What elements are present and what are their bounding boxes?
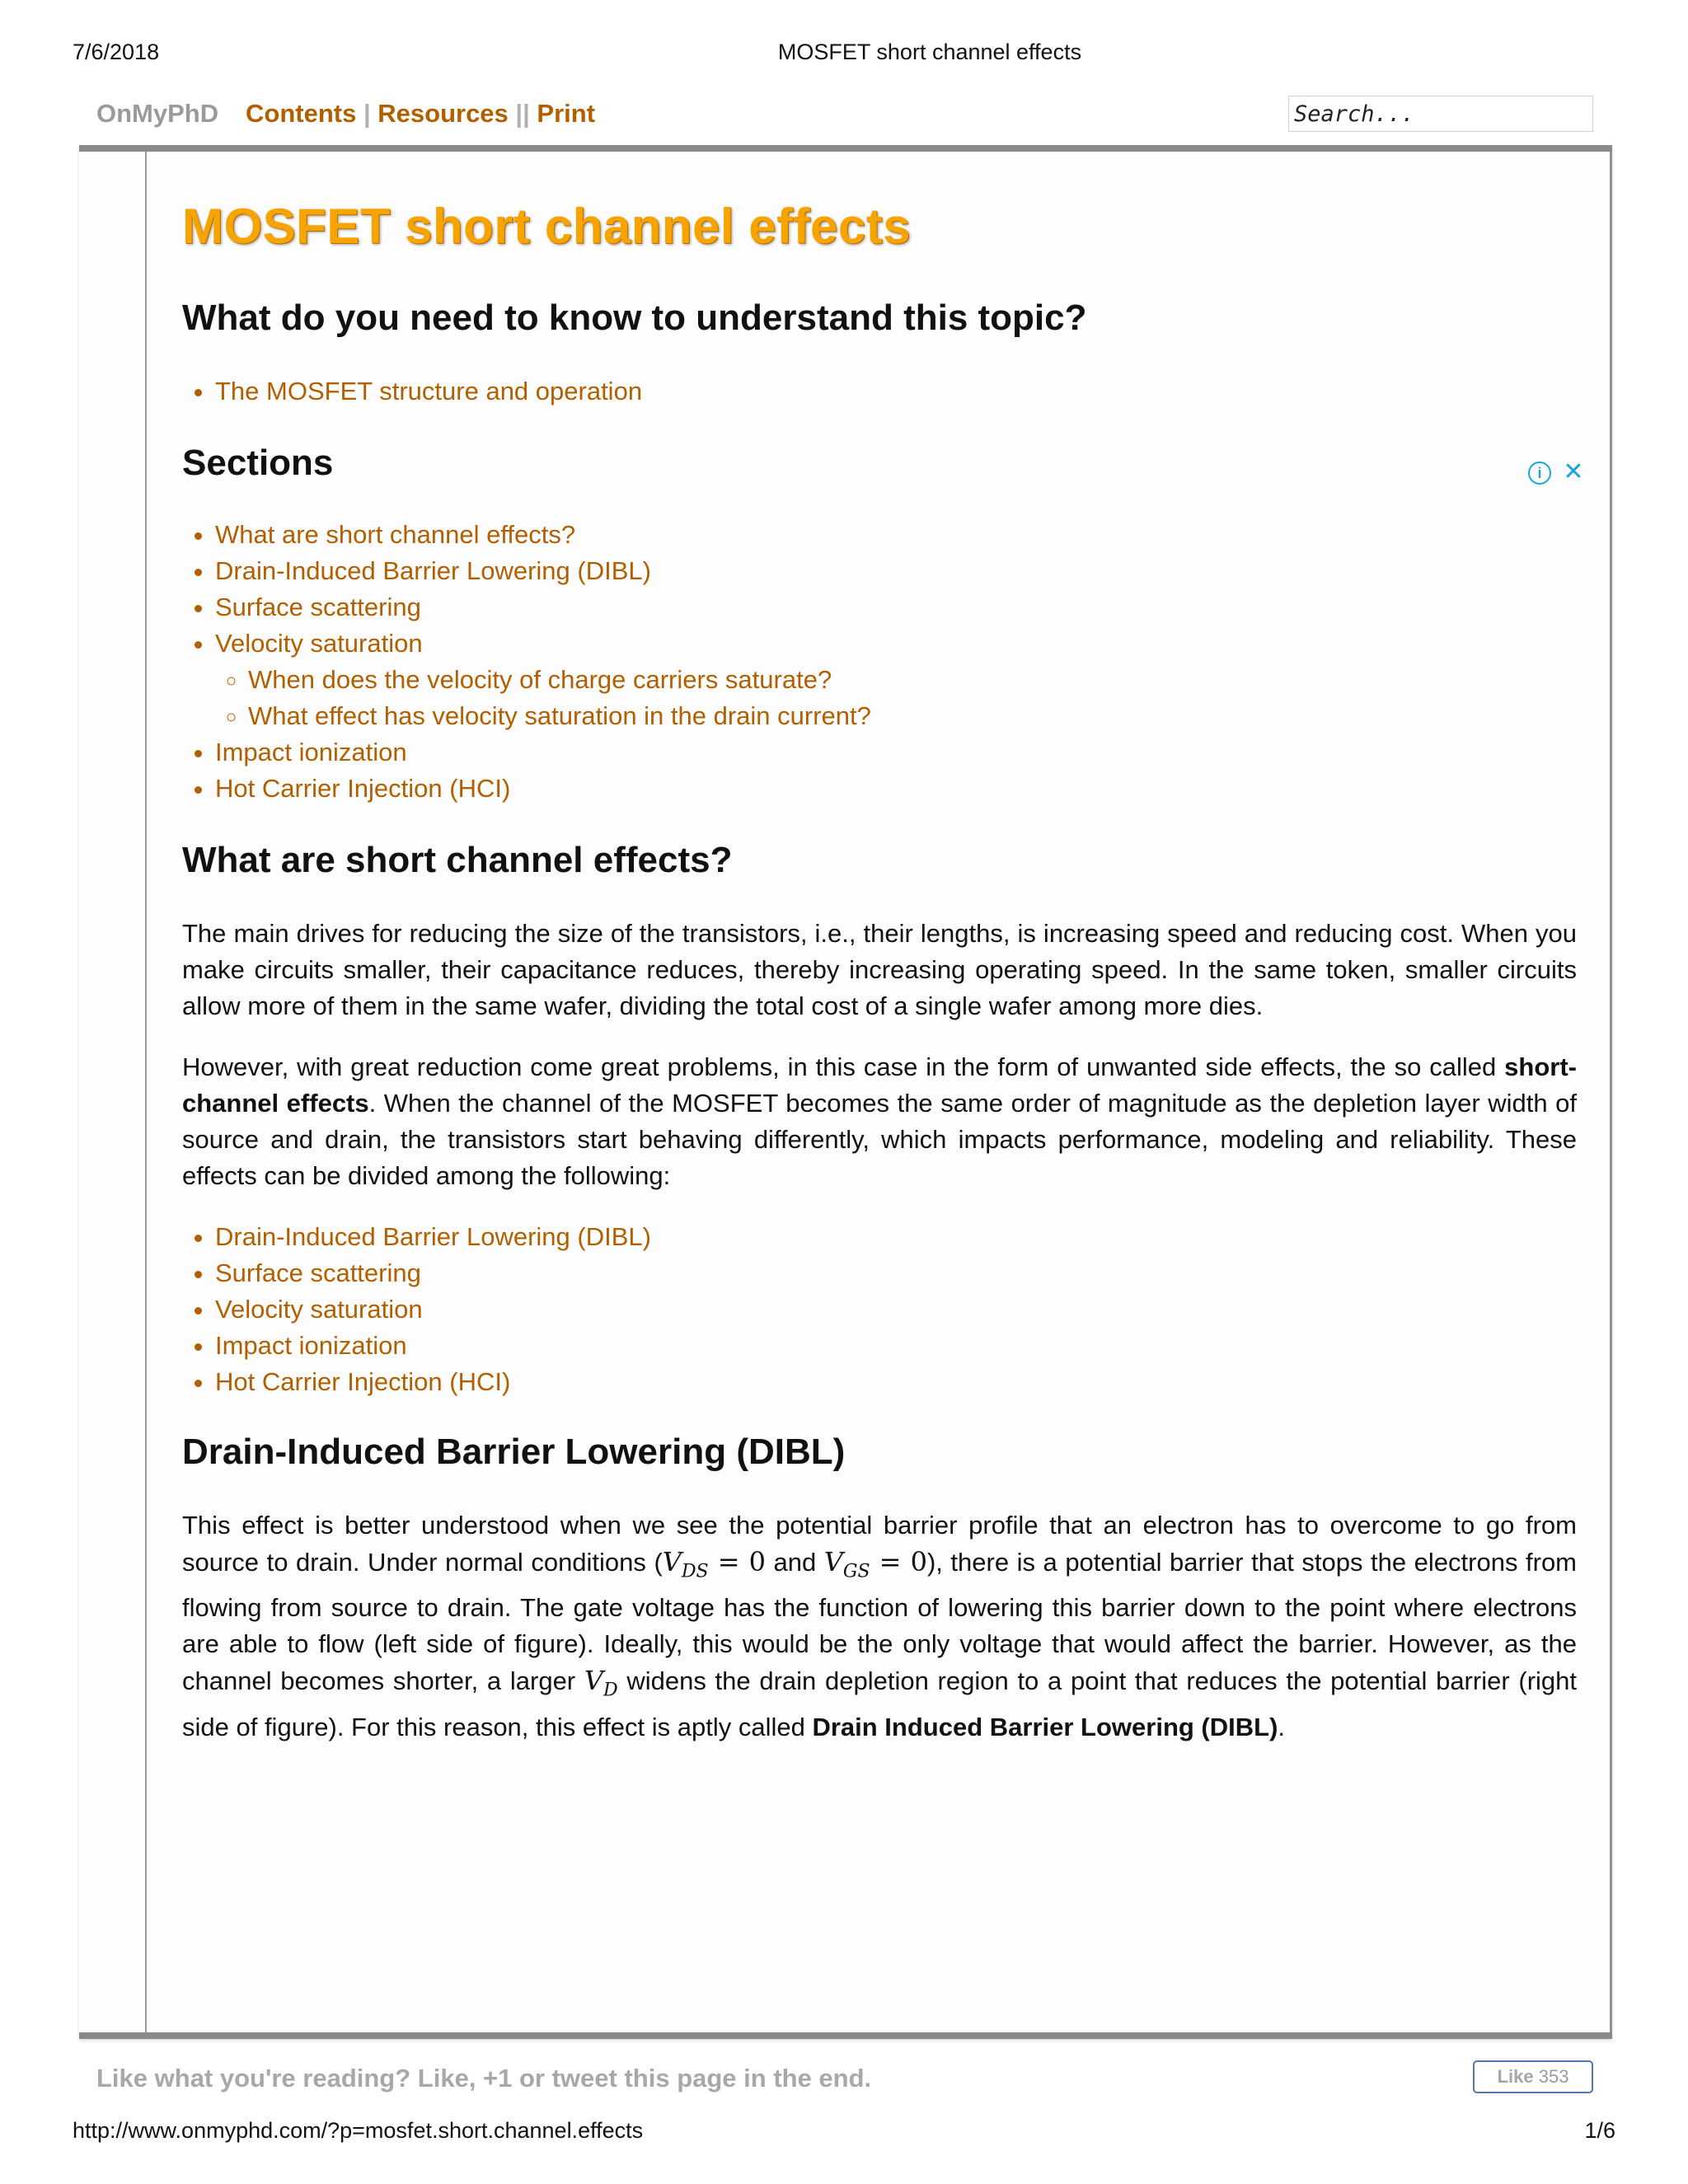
section-link-surface-scattering[interactable]: Surface scattering — [215, 593, 421, 621]
nav-links — [246, 99, 595, 129]
frame-left-rule — [145, 152, 147, 2032]
print-footer — [0, 2118, 1688, 2151]
list-item — [215, 1328, 1577, 1364]
text-run: ), there is a potential barrier that stops the electrons from flowing from source to drain. The gate voltage has the function of lowering this barrier down to the point where electrons are able to flow (left side of figure). Ideally, this would be the only voltage that would affect the barrier. However, as the channel becomes shorter, a larger — [182, 1548, 1578, 1696]
sections-list — [182, 517, 1577, 807]
effect-link-hci[interactable]: Hot Carrier Injection (HCI) — [215, 1367, 511, 1396]
list-item — [248, 662, 1577, 698]
print-header — [0, 40, 1688, 73]
section-link-impact-ionization[interactable]: Impact ionization — [215, 738, 407, 766]
ad-close-icon[interactable]: ✕ — [1563, 458, 1584, 485]
section-link-short-channel[interactable]: What are short channel effects? — [215, 520, 576, 549]
effects-list — [182, 1219, 1577, 1400]
frame-right-rule — [1610, 152, 1612, 2032]
math-rest: = 0 — [870, 1546, 927, 1577]
like-button[interactable] — [1473, 2060, 1593, 2093]
effect-link-impact-ionization[interactable]: Impact ionization — [215, 1331, 407, 1360]
math-var: V — [662, 1546, 682, 1577]
social-bar — [96, 2060, 1593, 2100]
like-label: Like — [1497, 2066, 1534, 2087]
nav-contents-link[interactable]: Contents — [246, 99, 357, 128]
math-var: V — [584, 1665, 603, 1697]
list-item — [215, 373, 1577, 410]
math-vds — [662, 1546, 766, 1582]
print-date: 7/6/2018 — [73, 40, 160, 64]
text-run: However, with great reduction come great problems, in this case in the form of unwanted side effects, the so called — [182, 1052, 1505, 1081]
dibl-heading: Drain-Induced Barrier Lowering (DIBL) — [182, 1432, 846, 1472]
what-paragraph-2 — [182, 1049, 1577, 1194]
ad-info-icon[interactable]: i — [1528, 462, 1551, 485]
math-vgs — [823, 1546, 927, 1582]
print-doc-title: MOSFET short channel effects — [777, 40, 1082, 64]
math-var: V — [823, 1546, 843, 1577]
print-page-number: 1/6 — [1584, 2118, 1615, 2143]
effect-link-dibl[interactable]: Drain-Induced Barrier Lowering (DIBL) — [215, 1222, 651, 1251]
text-run: . When the channel of the MOSFET becomes the same order of magnitude as the depletion layer width of source and drain, the transistors start behaving differently, which impacts performance, modeling and reliability. These effects can be divided among the following: — [182, 1089, 1577, 1190]
text-run: and — [765, 1548, 824, 1577]
search-input[interactable] — [1288, 96, 1593, 132]
math-rest: = 0 — [708, 1546, 766, 1577]
what-heading: What are short channel effects? — [182, 840, 733, 880]
section-link-dibl[interactable]: Drain-Induced Barrier Lowering (DIBL) — [215, 556, 651, 585]
dibl-paragraph — [182, 1507, 1577, 1746]
math-sub: DS — [681, 1561, 709, 1582]
velocity-sublist — [215, 662, 1577, 734]
effect-link-surface-scattering[interactable]: Surface scattering — [215, 1258, 421, 1287]
list-item — [215, 771, 1577, 807]
list-item — [215, 1219, 1577, 1255]
math-sub: GS — [842, 1561, 870, 1582]
article — [182, 198, 1577, 1746]
site-nav — [96, 96, 1593, 137]
math-vd — [584, 1665, 618, 1701]
list-item — [215, 1364, 1577, 1400]
bold-term: Drain Induced Barrier Lowering (DIBL) — [812, 1712, 1278, 1741]
nav-separator: | — [363, 99, 371, 128]
section-link-velocity-effect[interactable]: What effect has velocity saturation in the drain current? — [248, 701, 871, 730]
list-item — [215, 1255, 1577, 1291]
list-item — [215, 1291, 1577, 1328]
text-run: This effect is better understood when we see the potential barrier profile that an electron has to overcome to go from source to drain. Under normal conditions ( — [182, 1511, 1577, 1577]
text-run: . — [1278, 1712, 1286, 1741]
nav-print-link[interactable]: Print — [537, 99, 596, 128]
section-link-velocity-when[interactable]: When does the velocity of charge carriers saturate? — [248, 665, 832, 694]
prereq-list — [182, 373, 1577, 410]
sections-heading: Sections — [182, 443, 334, 483]
print-url: http://www.onmyphd.com/?p=mosfet.short.channel.effects — [73, 2118, 644, 2143]
nav-separator: || — [515, 99, 530, 128]
list-item — [215, 589, 1577, 626]
list-item — [215, 734, 1577, 771]
section-link-hci[interactable]: Hot Carrier Injection (HCI) — [215, 774, 511, 803]
bold-term: short-channel effects — [182, 1052, 1577, 1118]
nav-resources-link[interactable]: Resources — [377, 99, 509, 128]
list-item — [215, 553, 1577, 589]
text-run: widens the drain depletion region to a point that reduces the potential barrier (right side of figure). For this reason, this effect is aptly called — [182, 1666, 1578, 1741]
like-count: 353 — [1538, 2066, 1569, 2087]
brand-link[interactable]: OnMyPhD — [96, 99, 219, 128]
math-sub: D — [603, 1680, 618, 1701]
prereq-heading: What do you need to know to understand this topic? — [182, 298, 1087, 338]
list-item — [215, 517, 1577, 553]
page-title: MOSFET short channel effects — [182, 199, 912, 254]
social-cta-text: Like what you're reading? Like, +1 or tweet this page in the end. — [96, 2064, 872, 2093]
effect-link-velocity-saturation[interactable]: Velocity saturation — [215, 1295, 423, 1324]
what-paragraph-1: The main drives for reducing the size of the transistors, i.e., their lengths, is increasing speed and reducing cost. When you make circuits smaller, their capacitance reduces, thereby increasing operating speed. In the same token, smaller circuits allow more of them in the same wafer, dividing the total cost of a single wafer among more dies. — [182, 919, 1577, 1020]
prereq-link[interactable]: The MOSFET structure and operation — [215, 377, 643, 405]
list-item — [215, 626, 1577, 734]
section-link-velocity-saturation[interactable]: Velocity saturation — [215, 629, 423, 658]
list-item — [248, 698, 1577, 734]
